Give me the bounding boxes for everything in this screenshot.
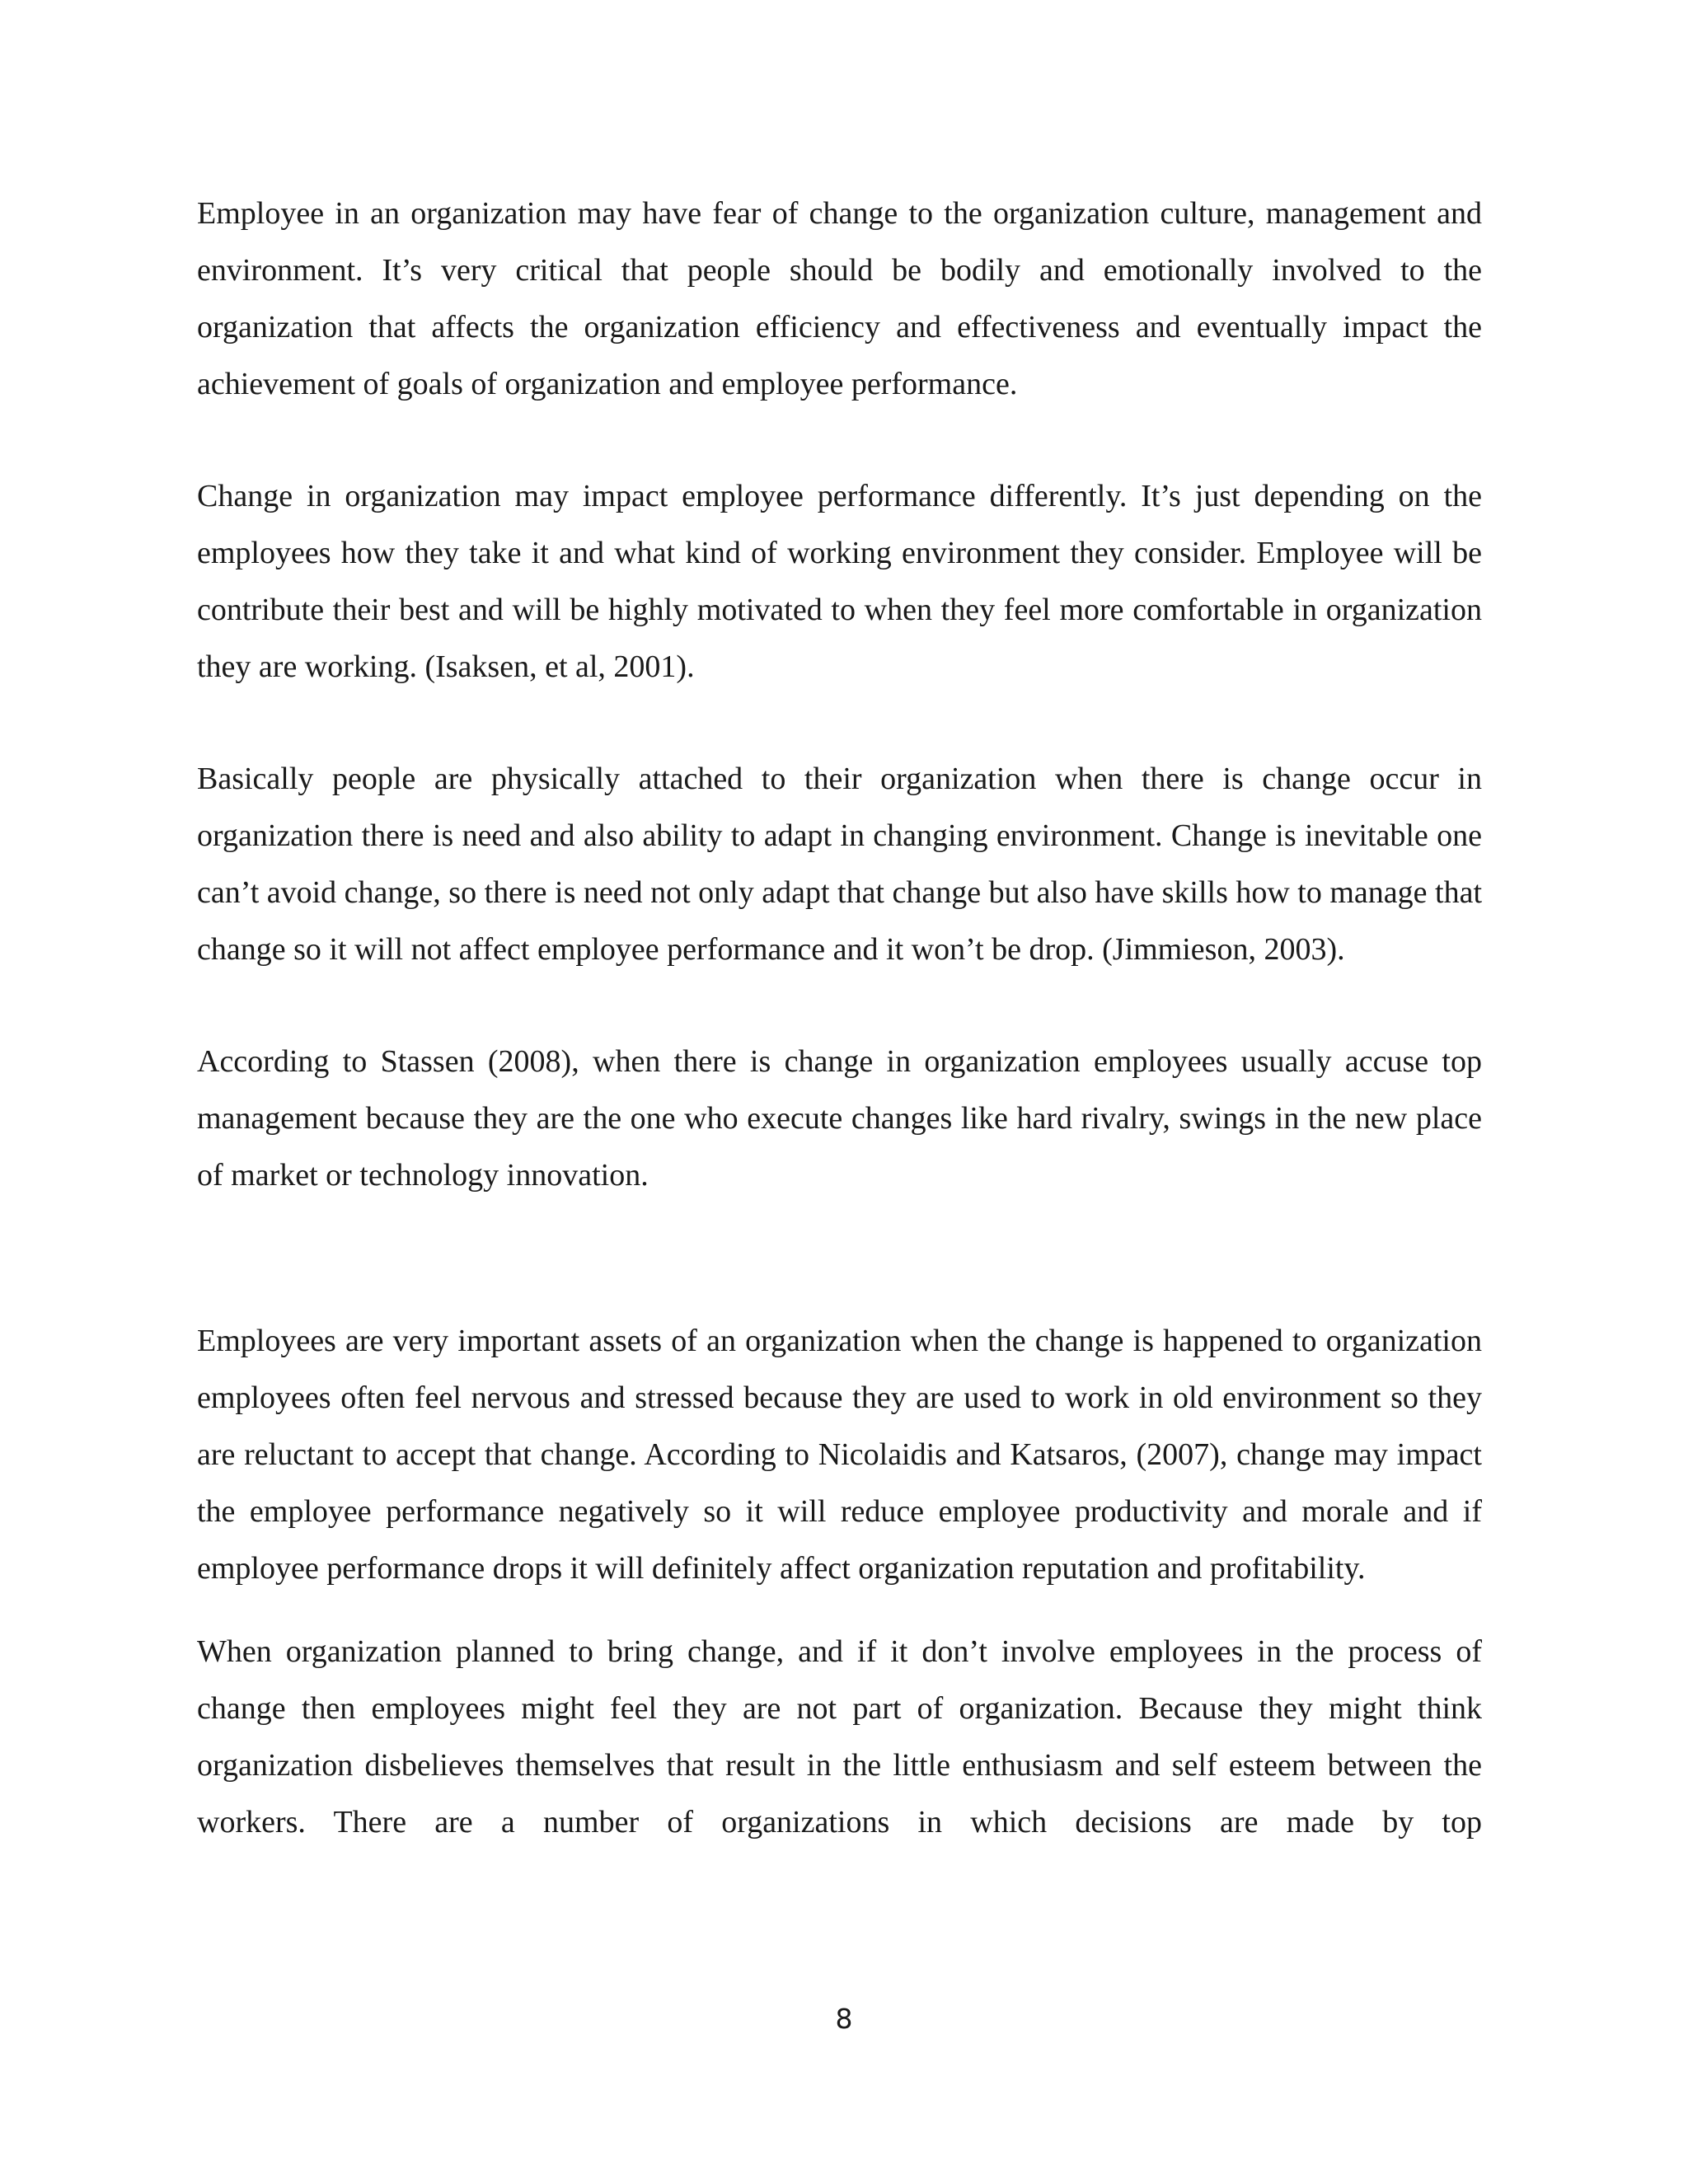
paragraph-adapt-change: Basically people are physically attached to their organization when there is change occur in organization there is need and also ability to adapt in changing environment. Change is inevitable one can’t avoid change, so there is need not only adapt that change but also have skills how to manage that change so it will not affect employee performance and it won’t be drop. (Jimmieson, 2003). — [197, 762, 1482, 967]
page-number: 8 — [835, 2003, 853, 2035]
paragraph-change-impact: Change in organization may impact employee performance differently. It’s just depending on the employees how they take it and what kind of working environment they consider. Employee will be contribute their best and will be highly motivated to when they feel more comfortable in organization they are working. (Isaksen, et al, 2001). — [197, 479, 1482, 684]
paragraph-involve-employees: When organization planned to bring change, and if it don’t involve employees in the process of change then employees might feel they are not part of organization. Because they might think organization disbelieves themselves that result in the little enthusiasm and self esteem between the workers. There are a number of organizations in which decisions are made by top — [197, 1634, 1482, 1840]
paragraph-employees-assets: Employees are very important assets of an organization when the change is happened to organization employees often feel nervous and stressed because they are used to work in old environment so they are reluctant to accept that change. According to Nicolaidis and Katsaros, (2007), change may impact the employee performance negatively so it will reduce employee productivity and morale and if employee performance drops it will definitely affect organization reputation and profitability. — [197, 1324, 1482, 1586]
body-text — [197, 185, 1482, 1851]
paragraph-stassen: According to Stassen (2008), when there is change in organization employees usually accuse top management because they are the one who execute changes like hard rivalry, swings in the new place of market or technology innovation. — [197, 1044, 1482, 1193]
paragraph-fear-of-change: Employee in an organization may have fear of change to the organization culture, management and environment. It’s very critical that people should be bodily and emotionally involved to the organization that affects the organization efficiency and effectiveness and eventually impact the achievement of goals of organization and employee performance. — [197, 196, 1482, 401]
